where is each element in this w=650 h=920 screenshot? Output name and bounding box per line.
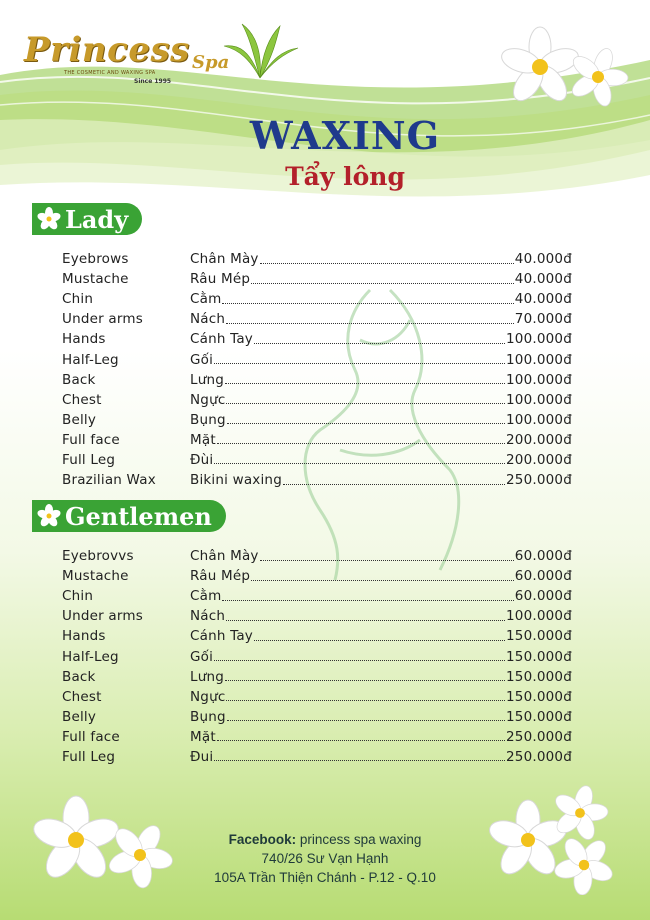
plumeria-flower-icon xyxy=(488,785,618,895)
brand-name: Princess xyxy=(24,30,190,70)
dot-leader xyxy=(260,263,514,264)
service-price: 40.000đ xyxy=(514,251,572,268)
price-row xyxy=(62,626,572,646)
service-price: 40.000đ xyxy=(514,271,572,288)
dot-leader xyxy=(214,660,505,661)
service-name-en: Eyebrows xyxy=(62,251,129,268)
service-name-en: Mustache xyxy=(62,271,129,288)
dot-leader xyxy=(226,620,505,621)
service-price: 60.000đ xyxy=(514,588,572,605)
service-price: 200.000đ xyxy=(506,451,572,468)
plumeria-flower-icon xyxy=(500,22,630,117)
service-name-en: Full Leg xyxy=(62,748,116,765)
brand-tagline: THE COSMETIC AND WAXING SPA xyxy=(64,70,156,76)
price-row xyxy=(62,586,572,606)
service-name-vn: Ngực xyxy=(190,688,226,705)
price-row xyxy=(62,566,572,586)
price-row xyxy=(62,470,572,490)
dot-leader xyxy=(214,363,505,364)
service-name-vn: Mặt xyxy=(190,431,216,448)
service-name-vn: Lưng xyxy=(190,668,225,685)
service-name-vn: Bụng xyxy=(190,708,226,725)
dot-leader xyxy=(225,680,505,681)
service-price: 70.000đ xyxy=(514,311,572,328)
service-price: 150.000đ xyxy=(506,688,572,705)
dot-leader xyxy=(251,580,514,581)
dot-leader xyxy=(260,560,514,561)
dot-leader xyxy=(217,443,505,444)
price-row xyxy=(62,370,572,390)
flower-icon xyxy=(36,503,62,529)
service-name-en: Half-Leg xyxy=(62,648,119,665)
service-name-en: Belly xyxy=(62,708,97,725)
service-price: 100.000đ xyxy=(506,331,572,348)
service-name-en: Back xyxy=(62,668,96,685)
service-name-en: Hands xyxy=(62,331,106,348)
price-row xyxy=(62,546,572,566)
service-price: 150.000đ xyxy=(506,628,572,645)
service-name-vn: Gối xyxy=(190,648,214,665)
service-name-vn: Lưng xyxy=(190,371,225,388)
service-name-en: Chest xyxy=(62,688,102,705)
price-row xyxy=(62,430,572,450)
service-price: 100.000đ xyxy=(506,371,572,388)
service-price: 60.000đ xyxy=(514,568,572,585)
dot-leader xyxy=(254,640,505,641)
service-name-vn: Chân Mày xyxy=(190,548,259,565)
dot-leader xyxy=(283,484,505,485)
service-name-vn: Đui xyxy=(190,748,214,765)
page-subtitle: Tẩy lông xyxy=(285,162,405,191)
service-name-en: Chin xyxy=(62,291,94,308)
lady-section-heading xyxy=(32,203,142,235)
address-line-1: 740/26 Sư Vạn Hạnh xyxy=(261,851,389,866)
dot-leader xyxy=(214,760,505,761)
price-row xyxy=(62,687,572,707)
facebook-value: princess spa waxing xyxy=(299,832,422,847)
princess-spa-logo xyxy=(24,22,274,92)
service-price: 250.000đ xyxy=(506,728,572,745)
dot-leader xyxy=(227,720,505,721)
service-name-vn: Gối xyxy=(190,351,214,368)
service-name-en: Eyebrovvs xyxy=(62,548,134,565)
price-row xyxy=(62,309,572,329)
facebook-line xyxy=(150,830,500,849)
service-name-vn: Cằm xyxy=(190,291,222,308)
dot-leader xyxy=(254,343,505,344)
contact-footer xyxy=(150,830,500,887)
service-name-vn: Cánh Tay xyxy=(190,628,253,645)
dot-leader xyxy=(251,283,514,284)
service-name-vn: Nách xyxy=(190,608,226,625)
service-price: 250.000đ xyxy=(506,748,572,765)
price-row xyxy=(62,410,572,430)
service-name-en: Full Leg xyxy=(62,451,116,468)
service-price: 150.000đ xyxy=(506,668,572,685)
price-row xyxy=(62,727,572,747)
service-price: 250.000đ xyxy=(506,472,572,489)
lady-heading-label: Lady xyxy=(65,204,129,234)
service-name-en: Chest xyxy=(62,391,102,408)
service-name-vn: Cằm xyxy=(190,588,222,605)
price-row xyxy=(62,646,572,666)
price-row xyxy=(62,667,572,687)
service-name-en: Under arms xyxy=(62,311,143,328)
dot-leader xyxy=(226,403,505,404)
leaf-icon xyxy=(220,20,300,82)
service-name-en: Mustache xyxy=(62,568,129,585)
page-title: WAXING xyxy=(249,113,441,158)
service-name-vn: Nách xyxy=(190,311,226,328)
service-name-vn: Mặt xyxy=(190,728,216,745)
service-name-en: Half-Leg xyxy=(62,351,119,368)
flower-icon xyxy=(36,206,62,232)
lady-price-list xyxy=(62,249,572,490)
price-row xyxy=(62,269,572,289)
service-price: 150.000đ xyxy=(506,708,572,725)
price-row xyxy=(62,747,572,767)
dot-leader xyxy=(226,323,514,324)
price-row xyxy=(62,707,572,727)
gentlemen-section-heading xyxy=(32,500,226,532)
price-row xyxy=(62,450,572,470)
service-price: 100.000đ xyxy=(506,411,572,428)
dot-leader xyxy=(222,600,513,601)
service-price: 200.000đ xyxy=(506,431,572,448)
dot-leader xyxy=(214,463,505,464)
service-name-vn: Chân Mày xyxy=(190,251,259,268)
facebook-label: Facebook: xyxy=(228,832,297,847)
service-price: 40.000đ xyxy=(514,291,572,308)
service-price: 100.000đ xyxy=(506,391,572,408)
brand-spa: Spa xyxy=(192,52,230,73)
service-name-vn: Ngực xyxy=(190,391,226,408)
dot-leader xyxy=(225,383,505,384)
dot-leader xyxy=(222,303,513,304)
service-name-vn: Râu Mép xyxy=(190,271,251,288)
dot-leader xyxy=(217,740,505,741)
price-row xyxy=(62,329,572,349)
gentlemen-heading-label: Gentlemen xyxy=(65,501,212,531)
price-row xyxy=(62,606,572,626)
service-price: 150.000đ xyxy=(506,648,572,665)
service-name-vn: Bụng xyxy=(190,411,226,428)
service-name-en: Full face xyxy=(62,728,120,745)
service-price: 60.000đ xyxy=(514,548,572,565)
service-name-en: Full face xyxy=(62,431,120,448)
price-row xyxy=(62,390,572,410)
dot-leader xyxy=(226,700,505,701)
service-name-vn: Cánh Tay xyxy=(190,331,253,348)
dot-leader xyxy=(227,423,505,424)
service-price: 100.000đ xyxy=(506,351,572,368)
service-name-en: Back xyxy=(62,371,96,388)
price-row xyxy=(62,349,572,369)
service-name-en: Brazilian Wax xyxy=(62,472,156,489)
service-name-vn: Bikini waxing xyxy=(190,472,282,489)
service-name-en: Chin xyxy=(62,588,94,605)
brand-since: Since 1995 xyxy=(134,78,172,85)
service-name-en: Hands xyxy=(62,628,106,645)
price-row xyxy=(62,289,572,309)
price-row xyxy=(62,249,572,269)
service-price: 100.000đ xyxy=(506,608,572,625)
service-name-vn: Đùi xyxy=(190,451,214,468)
service-name-vn: Râu Mép xyxy=(190,568,251,585)
service-name-en: Under arms xyxy=(62,608,143,625)
service-name-en: Belly xyxy=(62,411,97,428)
gentlemen-price-list xyxy=(62,546,572,767)
address-line-2: 105A Trần Thiện Chánh - P.12 - Q.10 xyxy=(214,870,436,885)
